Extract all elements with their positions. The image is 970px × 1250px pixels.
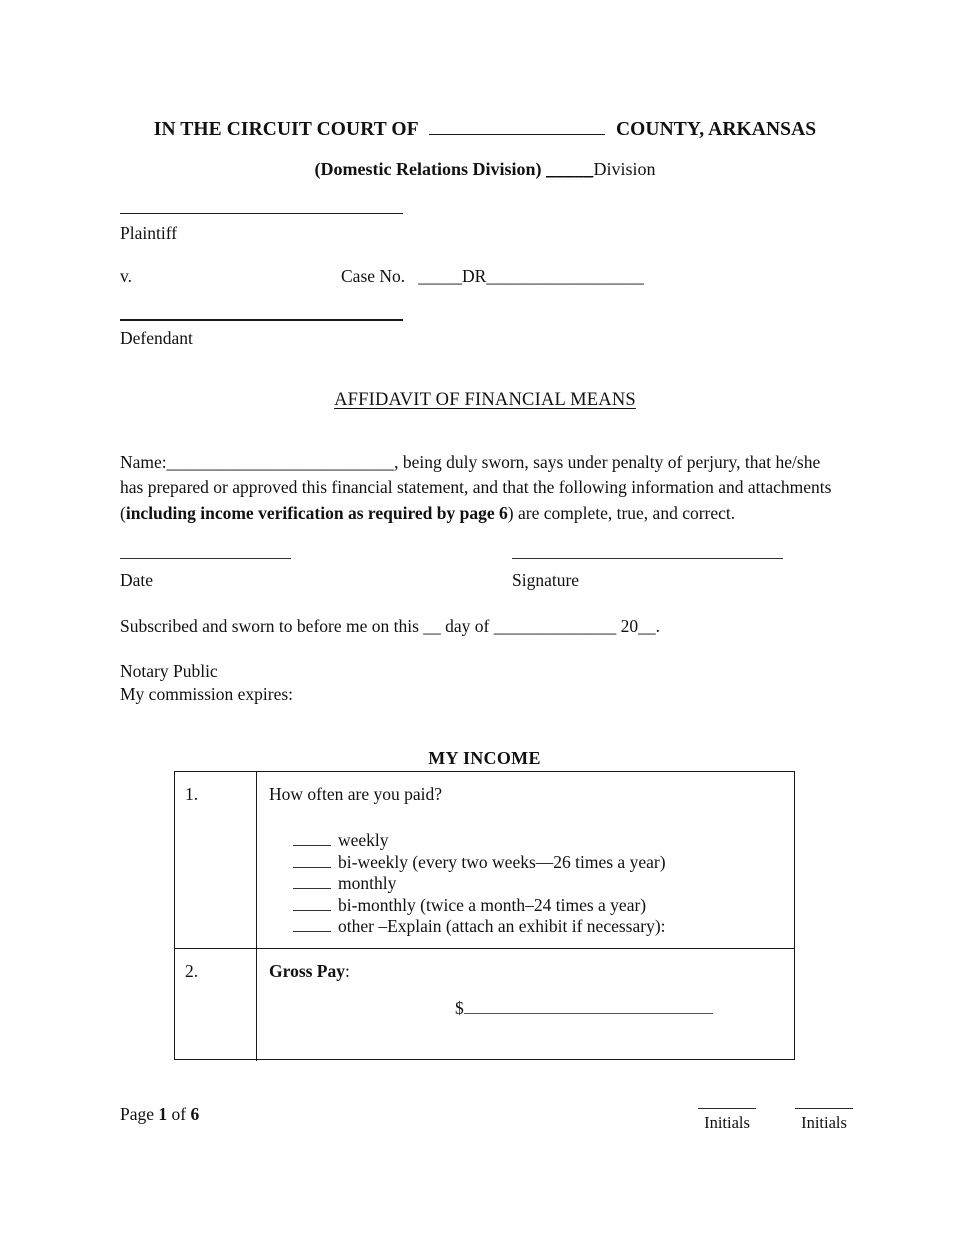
list-item[interactable] <box>293 830 794 852</box>
page-title <box>0 390 970 411</box>
court-heading <box>0 118 970 141</box>
list-item[interactable] <box>293 873 794 895</box>
blank-check-line[interactable] <box>293 897 331 911</box>
court-heading-suffix: COUNTY, ARKANSAS <box>615 118 817 140</box>
row-content-cell <box>257 949 794 1061</box>
gross-pay-amount-field[interactable] <box>269 998 794 1019</box>
blank-check-line[interactable] <box>293 832 331 846</box>
option-label: weekly <box>338 830 389 850</box>
county-blank-line <box>429 118 605 135</box>
row-number-cell: 1. <box>175 772 257 948</box>
currency-symbol: $ <box>455 998 464 1018</box>
list-item[interactable] <box>293 895 794 917</box>
option-label: bi-weekly (every two weeks—26 times a year) <box>338 851 666 872</box>
division-heading-bold: (Domestic Relations Division) <box>314 159 542 179</box>
defendant-rule <box>120 319 403 321</box>
initials-field-1[interactable] <box>697 1108 757 1133</box>
blank-check-line[interactable] <box>293 918 331 932</box>
blank-check-line[interactable] <box>293 854 331 868</box>
my-income-table <box>174 771 795 1060</box>
versus-label: v. <box>120 266 132 286</box>
table-row <box>175 948 794 1061</box>
initials-rule <box>698 1108 756 1109</box>
division-heading <box>0 159 970 180</box>
affidavit-lead-text: Name:__________________________, being duly sworn, says under penalty of perjury, that he/she has prepared or approved this financial statement, and that the following information and attachments ( <box>120 451 832 523</box>
sworn-statement: Subscribed and sworn to before me on this __ day of ______________ 20__. <box>120 616 660 636</box>
case-number-line <box>341 266 644 287</box>
page-current: 1 <box>158 1104 168 1124</box>
division-blank: _____ <box>545 159 594 179</box>
pay-frequency-options <box>269 830 794 938</box>
initials-label: Initials <box>704 1113 750 1132</box>
division-word: Division <box>593 159 656 179</box>
initials-field-2[interactable] <box>794 1108 854 1133</box>
date-signature-rule <box>120 558 291 559</box>
signature-rule <box>512 558 783 559</box>
notary-public-label: Notary Public <box>120 661 218 681</box>
blank-check-line[interactable] <box>293 875 331 889</box>
gross-pay-label-bold: Gross Pay <box>269 961 345 981</box>
page-of-word: of <box>171 1104 187 1124</box>
signature-label: Signature <box>512 570 580 590</box>
page-number-footer <box>120 1104 199 1125</box>
amount-blank-line[interactable] <box>464 1000 713 1014</box>
case-number-value: _____DR__________________ <box>418 266 644 286</box>
option-label: other –Explain (attach an exhibit if necessary): <box>338 916 666 936</box>
page-word: Page <box>120 1104 155 1124</box>
case-number-label: Case No. <box>341 266 406 286</box>
row-number-cell: 2. <box>175 949 257 1061</box>
defendant-label: Defendant <box>120 328 193 348</box>
initials-label: Initials <box>801 1113 847 1132</box>
commission-expires-label: My commission expires: <box>120 684 294 704</box>
affidavit-tail-text: ) are complete, true, and correct. <box>507 502 736 523</box>
plaintiff-label: Plaintiff <box>120 223 178 243</box>
option-label: bi-monthly (twice a month–24 times a year) <box>338 894 647 915</box>
pay-frequency-question: How often are you paid? <box>269 784 442 804</box>
date-label: Date <box>120 570 154 590</box>
row-content-cell <box>257 772 794 948</box>
page-title-text: AFFIDAVIT OF FINANCIAL MEANS <box>334 390 636 410</box>
initials-rule <box>795 1108 853 1109</box>
list-item[interactable] <box>293 852 794 874</box>
court-heading-prefix: IN THE CIRCUIT COURT OF <box>153 118 418 140</box>
page-total: 6 <box>190 1104 200 1124</box>
list-item[interactable] <box>293 916 794 938</box>
plaintiff-rule <box>120 213 403 214</box>
my-income-heading: MY INCOME <box>428 748 541 768</box>
affidavit-paragraph <box>120 450 835 527</box>
affidavit-bold-phrase: including income verification as required by page 6 <box>125 502 508 523</box>
gross-pay-label <box>269 961 794 982</box>
option-label: monthly <box>338 873 397 893</box>
gross-pay-colon: : <box>345 961 350 981</box>
table-row <box>175 772 794 948</box>
